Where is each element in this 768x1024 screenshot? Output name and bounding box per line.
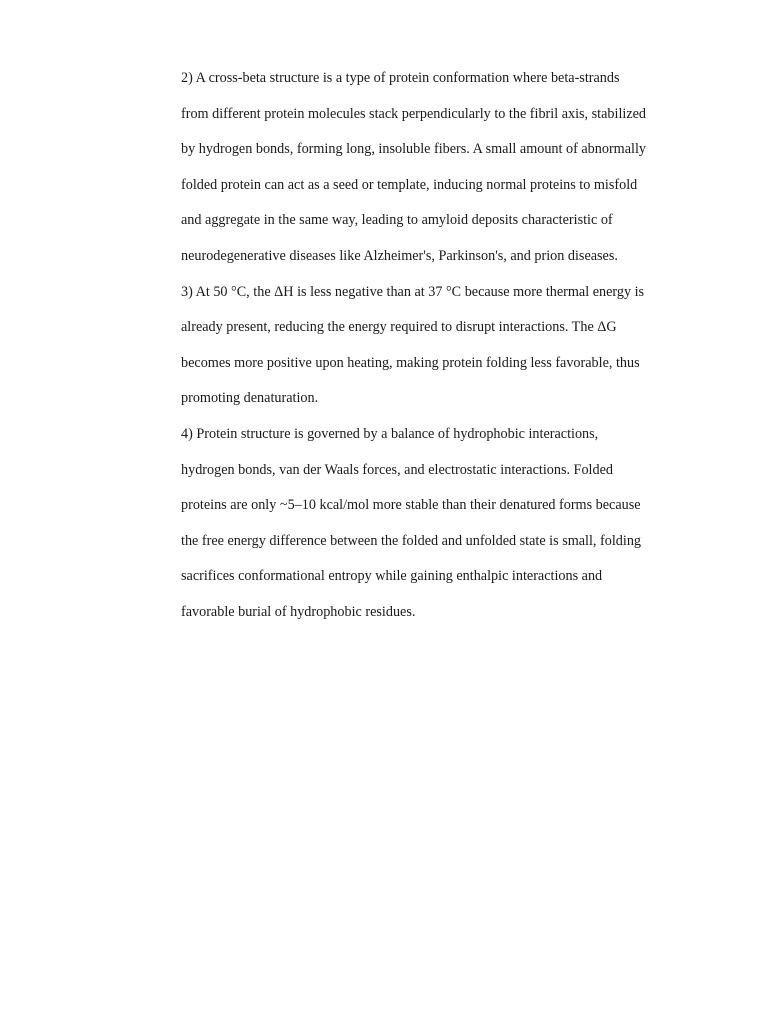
text-line: becomes more positive upon heating, making protein folding less favorable, thus (181, 354, 640, 371)
text-line: by hydrogen bonds, forming long, insoluble fibers. A small amount of abnormally (181, 141, 646, 158)
text-line: from different protein molecules stack perpendicularly to the fibril axis, stabilized (181, 105, 647, 122)
text-line: neurodegenerative diseases like Alzheimer's, Parkinson's, and prion diseases. (181, 247, 618, 264)
paragraph-4 (181, 417, 681, 631)
paragraph-2 (181, 61, 681, 275)
text-line: and aggregate in the same way, leading to amyloid deposits characteristic of (181, 212, 613, 229)
text-line: favorable burial of hydrophobic residues. (181, 603, 416, 620)
paragraph-3 (181, 275, 681, 417)
text-line: the free energy difference between the folded and unfolded state is small, folding (181, 532, 642, 549)
text-line: 4) Protein structure is governed by a balance of hydrophobic interactions, (181, 425, 599, 442)
text-line: promoting denaturation. (181, 390, 319, 407)
text-line: hydrogen bonds, van der Waals forces, and electrostatic interactions. Folded (181, 461, 613, 478)
text-line: sacrifices conformational entropy while gaining enthalpic interactions and (181, 568, 603, 585)
text-line: 2) A cross-beta structure is a type of protein conformation where beta-strands (181, 70, 620, 86)
text-line: already present, reducing the energy required to disrupt interactions. The ΔG (181, 319, 617, 336)
document-body (181, 61, 681, 631)
text-line: proteins are only ~5–10 kcal/mol more stable than their denatured forms because (181, 497, 641, 514)
text-line: 3) At 50 °C, the ΔH is less negative than at 37 °C because more thermal energy is (181, 283, 645, 300)
text-line: folded protein can act as a seed or template, inducing normal proteins to misfold (181, 176, 638, 193)
